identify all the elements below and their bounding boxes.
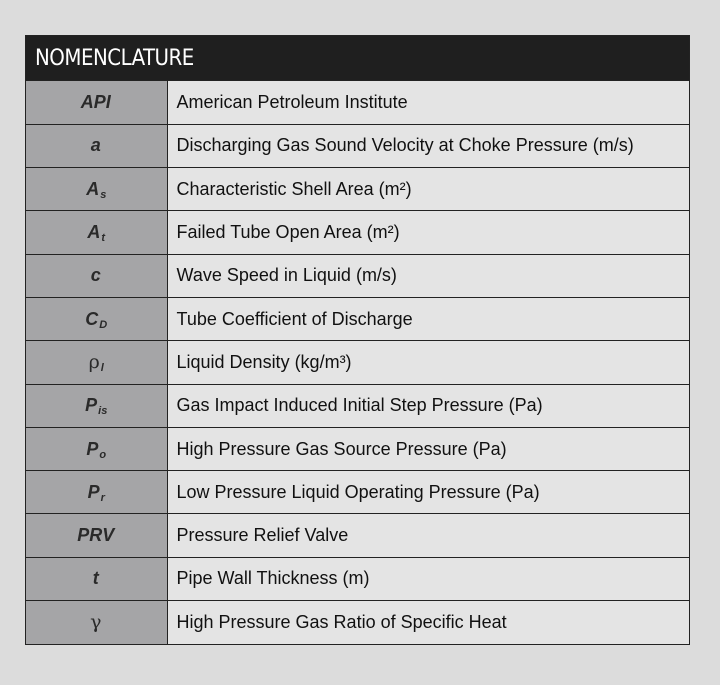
nomenclature-panel: [25, 35, 690, 645]
table-row: [26, 124, 689, 167]
table-row: [26, 427, 689, 470]
description-cell: Characteristic Shell Area (m²): [167, 168, 689, 211]
table-row: [26, 601, 689, 644]
table-row: [26, 384, 689, 427]
table-row: [26, 81, 689, 124]
description-cell: American Petroleum Institute: [167, 81, 689, 124]
symbol-cell: $P_r$: [26, 471, 167, 514]
symbol-cell: $A_s$: [26, 168, 167, 211]
symbol-cell: $P_{is}$: [26, 384, 167, 427]
description-cell: Failed Tube Open Area (m²): [167, 211, 689, 254]
description-cell: Discharging Gas Sound Velocity at Choke Pressure (m/s): [167, 124, 689, 167]
description-cell: Low Pressure Liquid Operating Pressure (Pa): [167, 471, 689, 514]
symbol-cell: $P_o$: [26, 427, 167, 470]
description-cell: Pipe Wall Thickness (m): [167, 557, 689, 600]
symbol-cell: γ: [26, 601, 167, 644]
table-row: [26, 211, 689, 254]
symbol-cell: $\rho_l$: [26, 341, 167, 384]
table-row: [26, 514, 689, 557]
description-cell: Pressure Relief Valve: [167, 514, 689, 557]
table-row: [26, 168, 689, 211]
description-cell: Tube Coefficient of Discharge: [167, 297, 689, 340]
description-cell: Liquid Density (kg/m³): [167, 341, 689, 384]
nomenclature-table: [26, 81, 689, 644]
description-cell: High Pressure Gas Source Pressure (Pa): [167, 427, 689, 470]
table-row: [26, 297, 689, 340]
description-cell: Wave Speed in Liquid (m/s): [167, 254, 689, 297]
symbol-cell: $C_D$: [26, 297, 167, 340]
description-cell: Gas Impact Induced Initial Step Pressure (Pa): [167, 384, 689, 427]
table-row: [26, 254, 689, 297]
symbol-cell: API: [26, 81, 167, 124]
table-row: [26, 341, 689, 384]
symbol-cell: a: [26, 124, 167, 167]
symbol-cell: PRV: [26, 514, 167, 557]
table-row: [26, 471, 689, 514]
symbol-cell: t: [26, 557, 167, 600]
table-row: [26, 557, 689, 600]
description-cell: High Pressure Gas Ratio of Specific Heat: [167, 601, 689, 644]
symbol-cell: $A_t$: [26, 211, 167, 254]
nomenclature-title: NOMENCLATURE: [26, 36, 689, 81]
symbol-cell: c: [26, 254, 167, 297]
